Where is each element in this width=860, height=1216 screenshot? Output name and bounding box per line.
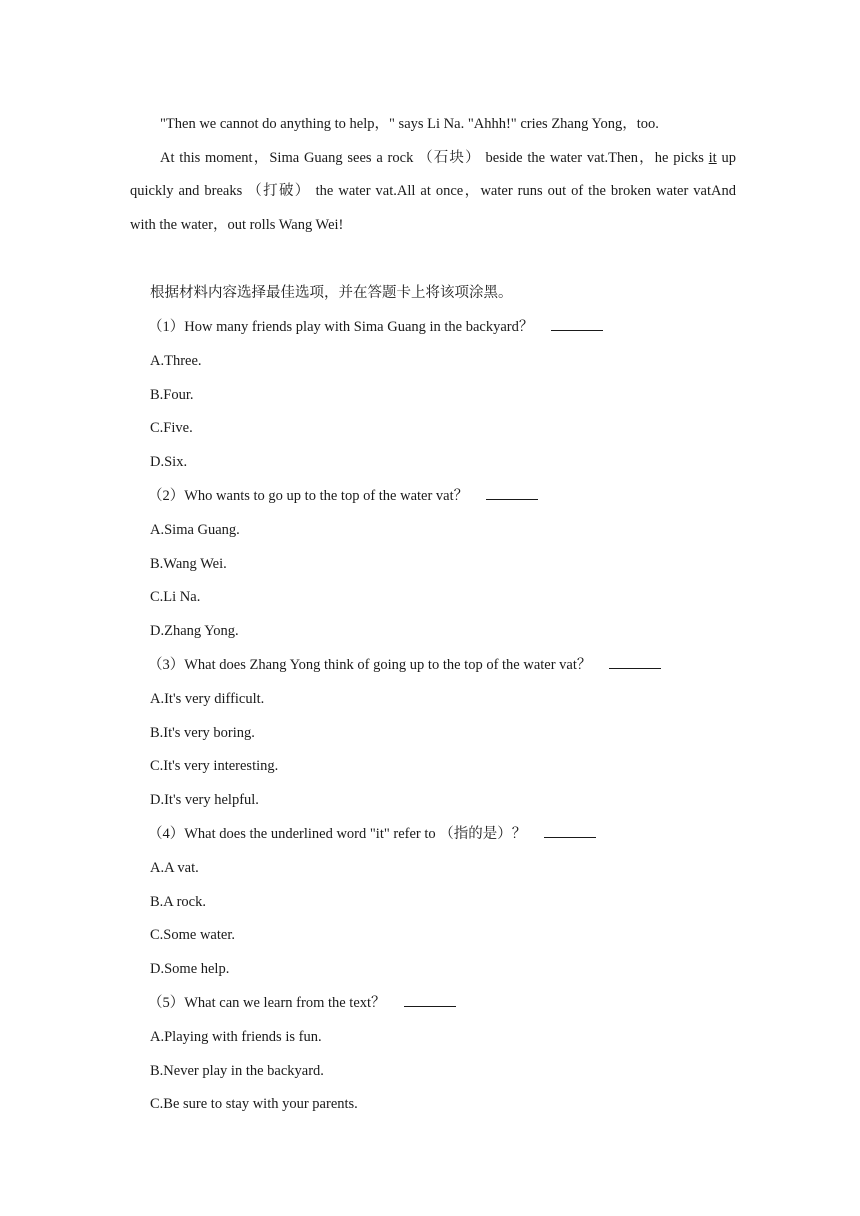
underlined-word: it: [708, 149, 717, 166]
question-instruction: 根据材料内容选择最佳选项，并在答题卡上将该项涂黑。: [150, 285, 513, 301]
option: B.Never play in the backyard.: [150, 1062, 324, 1079]
answer-blank[interactable]: [404, 1005, 456, 1007]
option: A.Sima Guang.: [150, 521, 240, 538]
question-text: （4）What does the underlined word "it" refer to （指的是）？: [148, 825, 527, 842]
option: A.Three.: [150, 352, 202, 369]
option: D.It's very helpful.: [150, 792, 259, 809]
reading-passage: [130, 108, 736, 242]
question-5: [150, 987, 750, 1021]
option: C.It's very interesting.: [150, 758, 279, 775]
passage-paragraph-2: [130, 142, 736, 243]
answer-blank[interactable]: [551, 329, 603, 331]
answer-blank[interactable]: [609, 667, 661, 669]
passage-text: up quickly and breaks （打破） the water vat.All at once，water runs out of the broken water vatAnd with the water，out rolls Wang Wei!: [130, 149, 737, 233]
option: B.Wang Wei.: [150, 555, 227, 572]
option: A.A vat.: [150, 859, 199, 876]
question-1: [150, 311, 750, 345]
question-3: [150, 649, 750, 683]
question-2: [150, 480, 750, 514]
option: D.Some help.: [150, 961, 230, 978]
passage-text: At this moment，Sima Guang sees a rock （石块） beside the water vat.Then，he picks: [160, 149, 709, 166]
question-4: [150, 818, 750, 852]
option: C.Li Na.: [150, 589, 201, 606]
option: A.It's very difficult.: [150, 690, 265, 707]
option: B.Four.: [150, 386, 194, 403]
option: B.A rock.: [150, 893, 206, 910]
question-text: （2）Who wants to go up to the top of the water vat？: [148, 487, 469, 504]
option: C.Five.: [150, 420, 193, 437]
question-text: （1）How many friends play with Sima Guang in the backyard？: [148, 319, 534, 335]
question-text: （5）What can we learn from the text？: [148, 994, 386, 1011]
option: B.It's very boring.: [150, 724, 255, 741]
option: C.Be sure to stay with your parents.: [150, 1096, 358, 1113]
question-text: （3）What does Zhang Yong think of going up to the top of the water vat？: [148, 656, 592, 673]
option: D.Six.: [150, 454, 188, 471]
option: C.Some water.: [150, 927, 235, 944]
option: D.Zhang Yong.: [150, 623, 239, 640]
passage-paragraph-1: "Then we cannot do anything to help，" says Li Na. "Ahhh!" cries Zhang Yong，too.: [160, 116, 659, 132]
option: A.Playing with friends is fun.: [150, 1028, 322, 1045]
answer-blank[interactable]: [544, 836, 596, 838]
question-list: [150, 311, 750, 1122]
answer-blank[interactable]: [486, 498, 538, 500]
